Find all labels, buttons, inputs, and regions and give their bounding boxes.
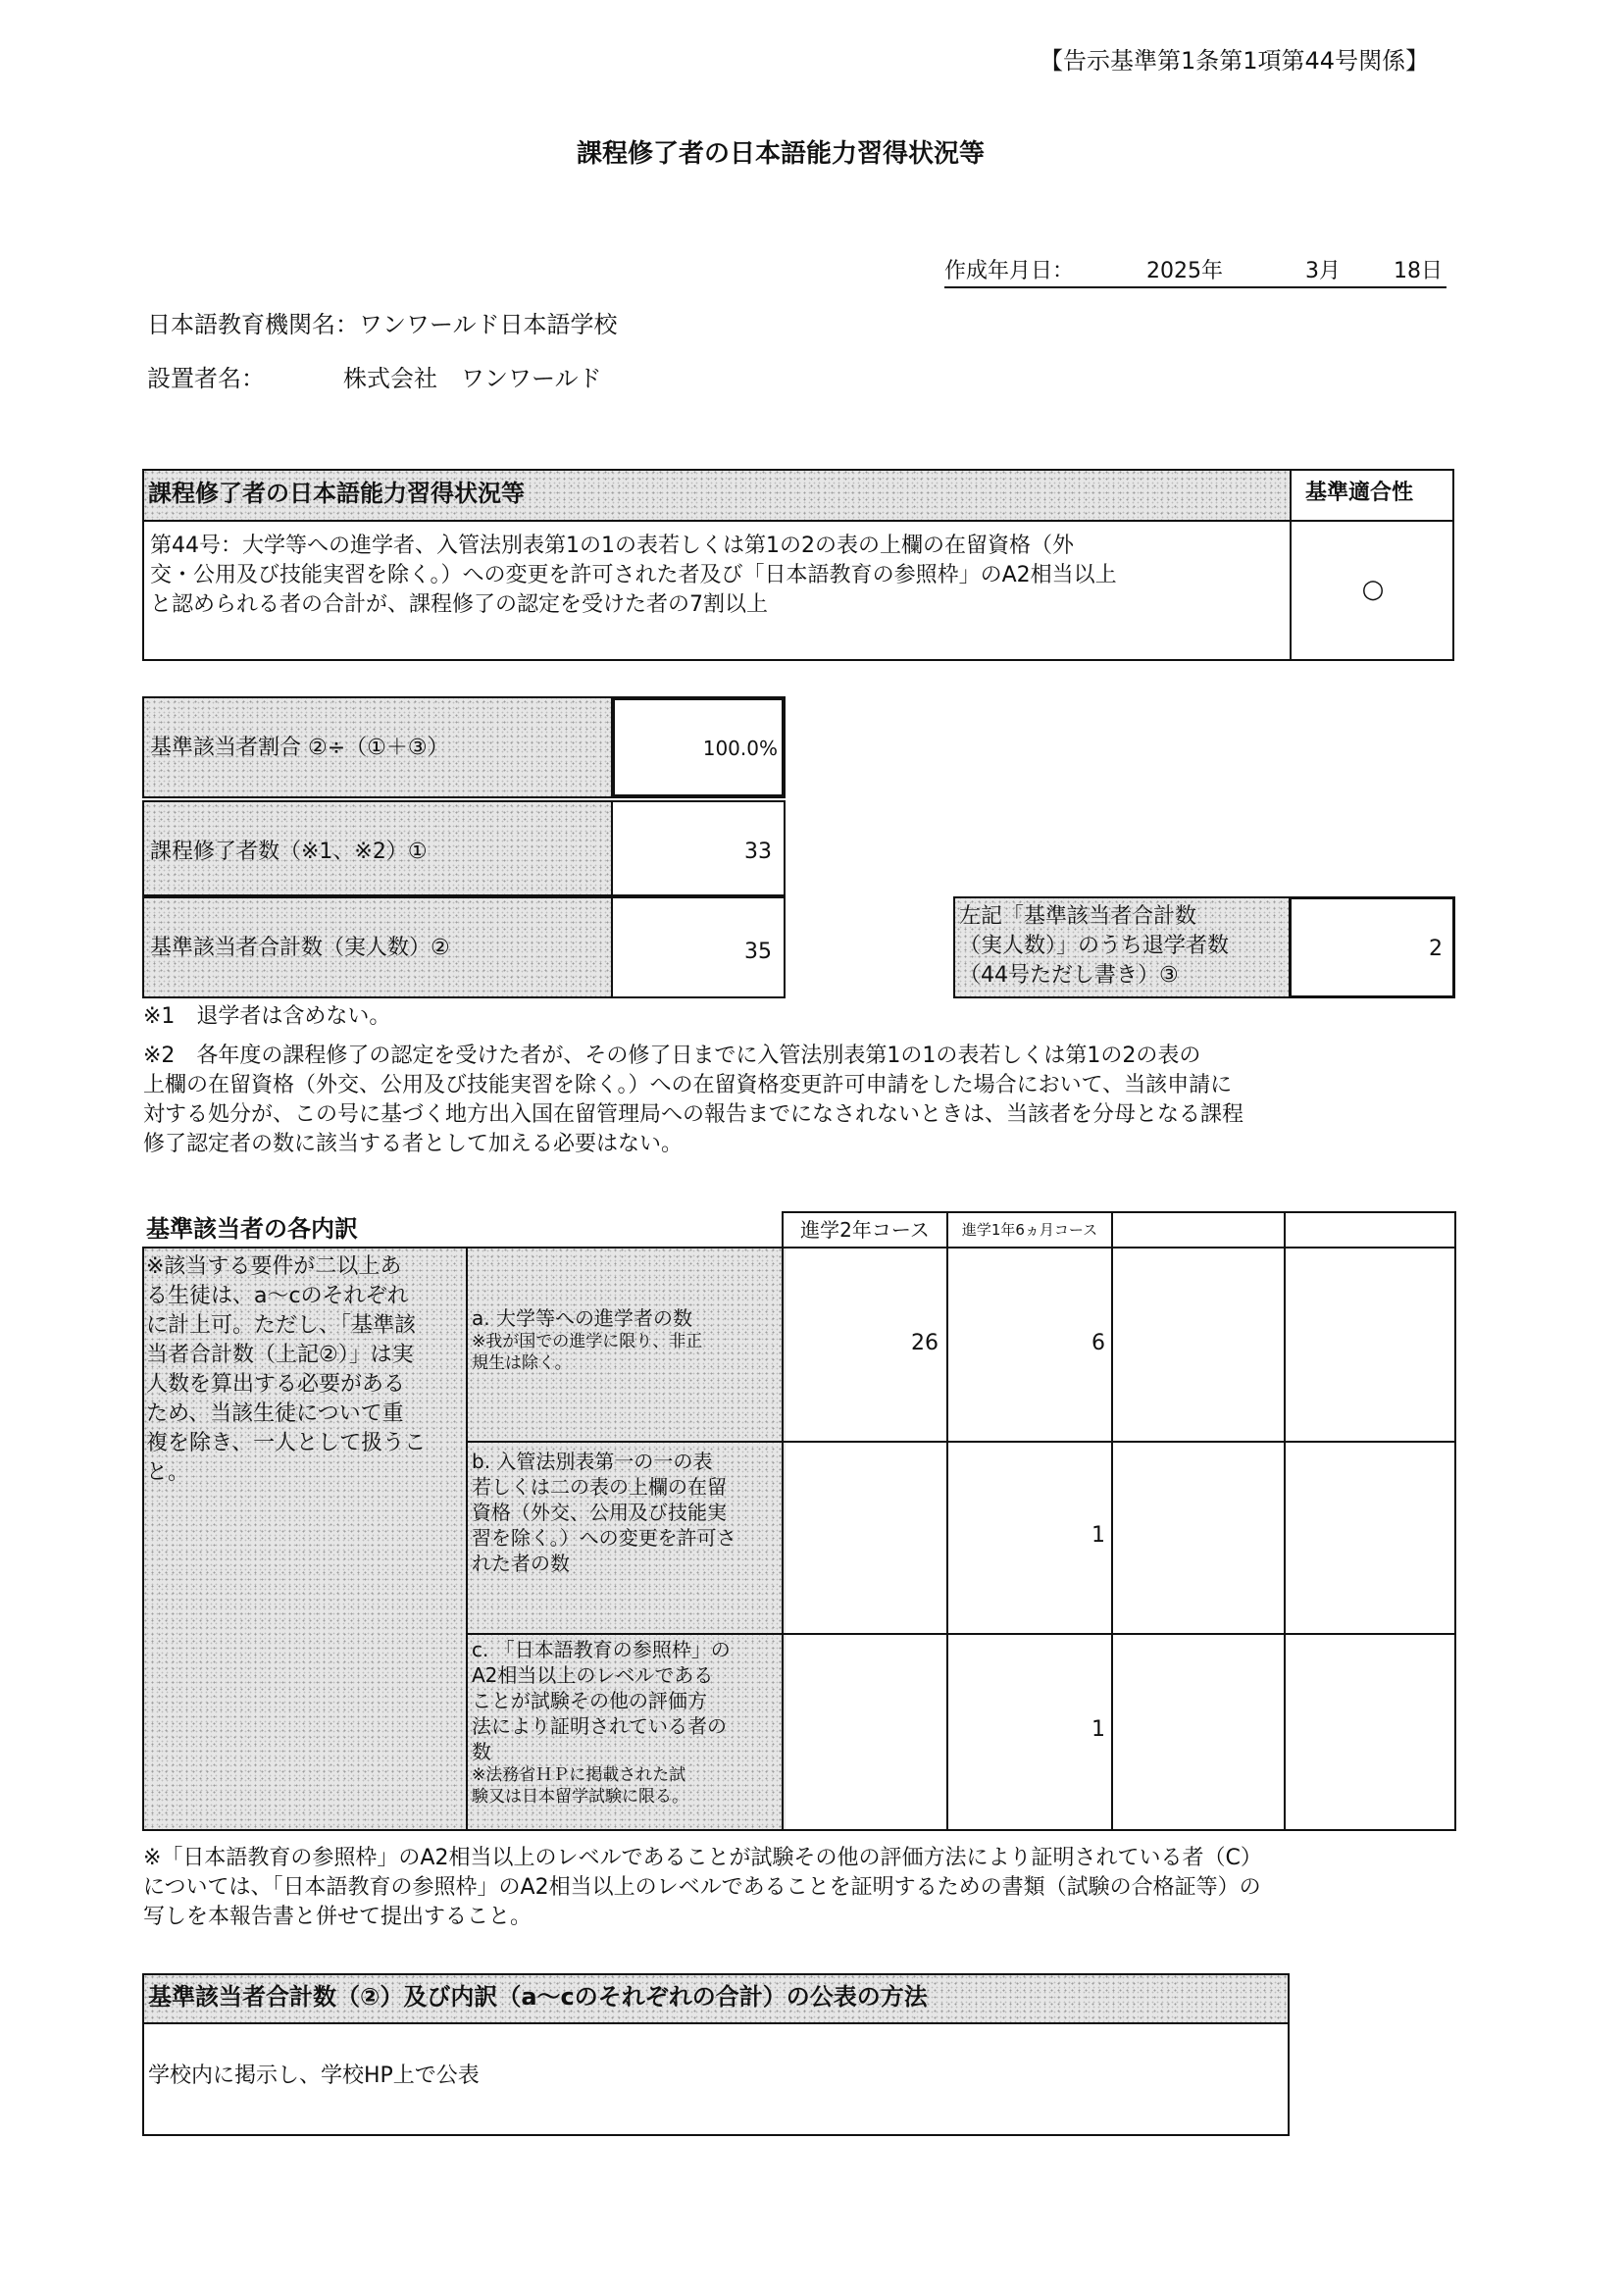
created-month: 3月 xyxy=(1305,259,1341,283)
note-2-line-3: 対する処分が、この号に基づく地方出入国在留管理局への報告までになされないときは、当該者を分母となる課程 xyxy=(143,1102,1244,1127)
side-note-line: 複を除き、一人として扱うこ xyxy=(146,1431,427,1455)
row-b-label-line: b. 入管法別表第一の一の表 xyxy=(472,1450,713,1473)
withdrawn-label-line-1: 左記「基準該当者合計数 xyxy=(959,904,1197,929)
side-note xyxy=(146,1252,466,1488)
course-2-header: 進学1年6ヵ月コース xyxy=(961,1221,1098,1239)
ratio-value: 100.0% xyxy=(702,737,778,760)
note-2-line-1: ※2 各年度の課程修了の認定を受けた者が、その修了日までに入管法別表第1の1の表若しくは第1の2の表の xyxy=(143,1044,1201,1068)
withdrawn-label-line-2: （実人数）」のうち退学者数 xyxy=(959,934,1230,958)
row-c-label-line: c. 「日本語教育の参照枠」の xyxy=(472,1638,731,1661)
side-note-line: 当者合計数（上記②）」は実 xyxy=(146,1343,414,1367)
created-date xyxy=(944,257,1446,288)
note-2 xyxy=(143,1042,1457,1159)
row-b-label xyxy=(472,1449,782,1576)
withdrawn-label xyxy=(959,902,1229,991)
withdrawn-label-cell xyxy=(953,896,1291,998)
row-a-course-1: 26 xyxy=(911,1331,939,1355)
stats-block xyxy=(142,696,786,1000)
ratio-value-cell xyxy=(611,696,786,798)
standard-description xyxy=(150,532,1286,620)
completers-label-cell xyxy=(142,800,613,896)
standard-table xyxy=(142,469,1454,661)
qualifiers-label: 基準該当者合計数（実人数）② xyxy=(150,936,450,960)
row-b-label-line: 習を除く。）への変更を許可さ xyxy=(472,1526,736,1550)
withdrawn-value-cell xyxy=(1289,896,1455,998)
note-2-line-4: 修了認定者の数に該当する者として加える必要はない。 xyxy=(143,1132,684,1156)
row-c-label-line: 数 xyxy=(472,1740,491,1763)
publication-table xyxy=(142,1973,1290,2136)
row-c-label xyxy=(472,1637,782,1808)
note-c xyxy=(143,1844,1457,1932)
row-a-course-2: 6 xyxy=(1091,1331,1105,1355)
course-1-header: 進学2年コース xyxy=(800,1218,930,1242)
withdrawn-value: 2 xyxy=(1429,937,1443,961)
side-note-line: と。 xyxy=(146,1460,190,1485)
institution-name: ワンワールド日本語学校 xyxy=(359,311,618,338)
completers-value: 33 xyxy=(744,840,772,864)
note-c-line-3: 写しを本報告書と併せて提出すること。 xyxy=(143,1905,533,1929)
ratio-label-cell xyxy=(142,696,613,798)
completers-label: 課程修了者数（※1、※2）① xyxy=(150,840,428,864)
institution-label: 日本語教育機関名： xyxy=(147,311,359,338)
created-day: 18日 xyxy=(1394,259,1443,283)
row-c-sub-line: 験又は日本留学試験に限る。 xyxy=(472,1787,688,1807)
row-c-sub-line: ※法務省ＨＰに掲載された試 xyxy=(472,1765,686,1785)
row-c-course-2: 1 xyxy=(1091,1717,1105,1742)
note-c-line-2: については、「日本語教育の参照枠」のA2相当以上のレベルであることを証明するための書類（試験の合格証等）の xyxy=(143,1875,1261,1900)
qualifiers-label-cell xyxy=(142,896,613,998)
side-note-line: る生徒は、a～cのそれぞれ xyxy=(146,1284,409,1308)
row-c-label-line: ことが試験その他の評価方 xyxy=(472,1689,707,1712)
note-2-line-2: 上欄の在留資格（外交、公用及び技能実習を除く。）への在留資格変更許可申請をした場合において、当該申請に xyxy=(143,1073,1233,1097)
created-year: 2025年 xyxy=(1146,259,1223,283)
qualifiers-value-cell xyxy=(611,896,786,998)
founder-name: 株式会社 ワンワールド xyxy=(343,365,602,392)
row-c-label-line: 法により証明されている者の xyxy=(472,1714,727,1738)
publication-header: 基準該当者合計数（②）及び内訳（a～cのそれぞれの合計）の公表の方法 xyxy=(148,1983,928,2011)
page-title: 課程修了者の日本語能力習得状況等 xyxy=(577,139,986,169)
description-line-1: 第44号：大学等への進学者、入管法別表第1の1の表若しくは第1の2の表の上欄の在留資格（外 xyxy=(150,534,1074,558)
side-note-line: ※該当する要件が二以上あ xyxy=(146,1254,402,1279)
row-a-sub-line: 規生は除く。 xyxy=(472,1353,572,1373)
row-b-label-line: 資格（外交、公用及び技能実 xyxy=(472,1501,727,1524)
publication-content: 学校内に掲示し、学校HP上で公表 xyxy=(148,2064,480,2088)
reference-tag: 【告示基準第1条第1項第44号関係】 xyxy=(1040,47,1430,75)
row-b-label-line: れた者の数 xyxy=(472,1552,570,1575)
breakdown-header: 基準該当者の各内訳 xyxy=(146,1215,358,1243)
row-c-label-line: A2相当以上のレベルである xyxy=(472,1663,714,1687)
breakdown-table xyxy=(142,1211,1456,1831)
founder-label: 設置者名： xyxy=(147,365,265,392)
founder-line xyxy=(147,363,602,394)
row-a-label-line: a. 大学等への進学者の数 xyxy=(472,1306,692,1330)
side-note-line: ため、当該生徒について重 xyxy=(146,1401,404,1426)
ratio-label: 基準該当者割合 ②÷（①＋③） xyxy=(150,736,449,760)
institution-line xyxy=(147,309,618,340)
note-c-line-1: ※「日本語教育の参照枠」のA2相当以上のレベルであることが試験その他の評価方法により証明されている者（C） xyxy=(143,1846,1262,1870)
created-label: 作成年月日： xyxy=(944,259,1075,283)
side-note-line: 人数を算出する必要がある xyxy=(146,1372,406,1397)
compliance-header: 基準適合性 xyxy=(1305,481,1414,505)
compliance-mark: ○ xyxy=(1361,575,1385,604)
completers-value-cell xyxy=(611,800,786,896)
withdrawn-label-line-3: （44号ただし書き）③ xyxy=(959,963,1179,988)
description-line-2: 交・公用及び技能実習を除く。）への変更を許可された者及び「日本語教育の参照枠」のA2相当以上 xyxy=(150,563,1117,587)
withdrawn-block xyxy=(953,896,1455,998)
note-1: ※1 退学者は含めない。 xyxy=(143,1004,391,1029)
row-a-sub-line: ※我が国での進学に限り、非正 xyxy=(472,1332,703,1351)
side-note-line: に計上可。ただし、「基準該 xyxy=(146,1313,417,1338)
qualifiers-value: 35 xyxy=(744,940,772,964)
row-b-course-2: 1 xyxy=(1091,1523,1105,1548)
row-b-label-line: 若しくは二の表の上欄の在留 xyxy=(472,1475,727,1499)
description-line-3: と認められる者の合計が、課程修了の認定を受けた者の7割以上 xyxy=(150,592,768,617)
standard-header: 課程修了者の日本語能力習得状況等 xyxy=(148,480,525,507)
row-a-label xyxy=(472,1305,782,1374)
